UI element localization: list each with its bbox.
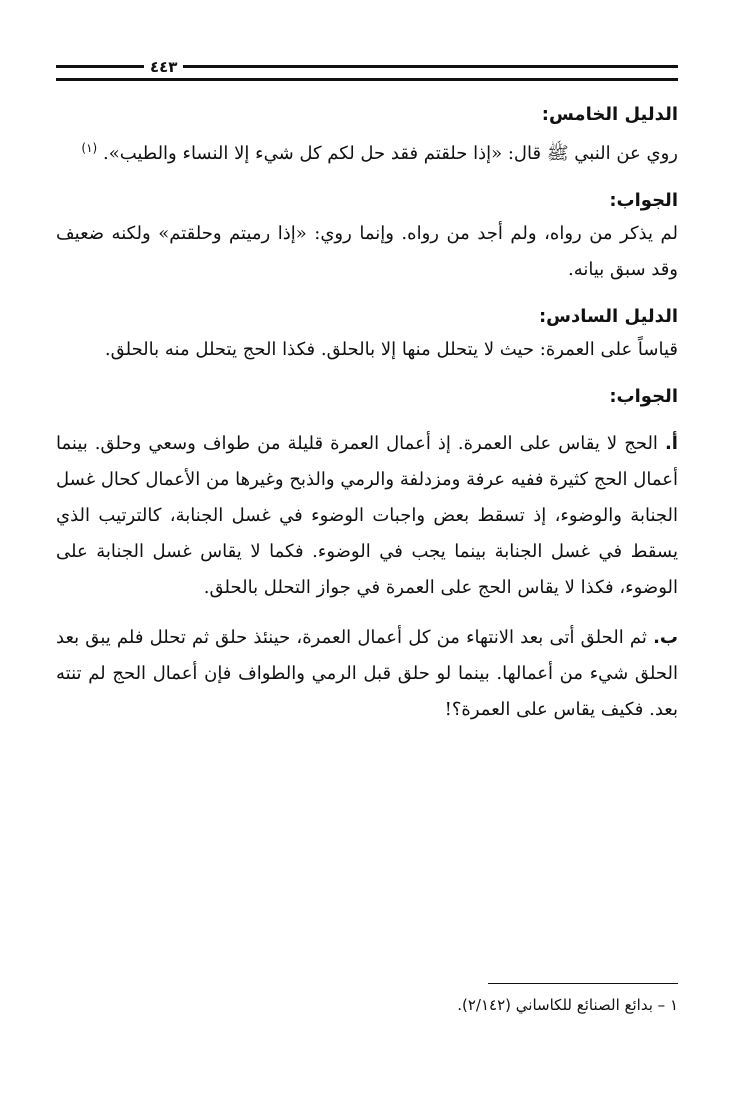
footnote-separator	[488, 983, 678, 984]
evidence-6-text: قياساً على العمرة: حيث لا يتحلل منها إلا بالحلق. فكذا الحج يتحلل منه بالحلق.	[104, 339, 678, 360]
point-a-marker: أ.	[664, 433, 678, 454]
evidence-5-body: روي عن النبي ﷺ قال: «إذا حلقتم فقد حل لكم كل شيء إلا النساء والطيب».	[102, 143, 678, 164]
page-header	[56, 60, 678, 80]
point-a-text: الحج لا يقاس على العمرة. إذ أعمال العمرة قليلة من طواف وسعي وحلق. بينما أعمال الحج كثيرة ففيه عرفة ومزدلفة والرمي والذبح وغيرها من الأعمال كحال غسل الجنابة والوضوء، إذ تسقط بعض واجبات الوضوء في غسل الجنابة، كالترتيب الذي يسقط في غسل الجنابة بينما يجب في الوضوء. فكما لا يقاس غسل الجنابة على الوضوء، فكذا لا يقاس الحج على العمرة في جواز التحلل بالحلق.	[56, 433, 678, 598]
page-number: ٤٤٣	[144, 58, 183, 76]
heading-answer-2: الجواب:	[609, 386, 678, 407]
answer-2-point-a	[56, 426, 678, 606]
evidence-5-text	[56, 130, 678, 172]
heading-evidence-6: الدليل السادس:	[538, 306, 678, 327]
answer-1-text: لم يذكر من رواه، ولم أجد من رواه. وإنما روي: «إذا رميتم وحلقتم» ولكنه ضعيف وقد سبق بيانه.	[56, 223, 678, 280]
point-b-text: ثم الحلق أتى بعد الانتهاء من كل أعمال العمرة، حينئذ حلق ثم تحلل فلم يبق بعد الحلق شيء من أعمالها. بينما لو حلق قبل الرمي والطواف فإن أعمال الحج لم تنته بعد. فكيف يقاس على العمرة؟!	[56, 627, 678, 720]
answer-2-point-b	[56, 620, 678, 728]
footnote: ١ – بدائع الصنائع للكاساني (٢/١٤٢).	[457, 996, 678, 1014]
heading-answer-1: الجواب:	[609, 190, 678, 211]
footnote-reference[interactable]: (١)	[81, 141, 98, 155]
page-body	[56, 100, 678, 728]
point-b-marker: ب.	[653, 627, 678, 648]
heading-evidence-5: الدليل الخامس:	[541, 104, 678, 125]
